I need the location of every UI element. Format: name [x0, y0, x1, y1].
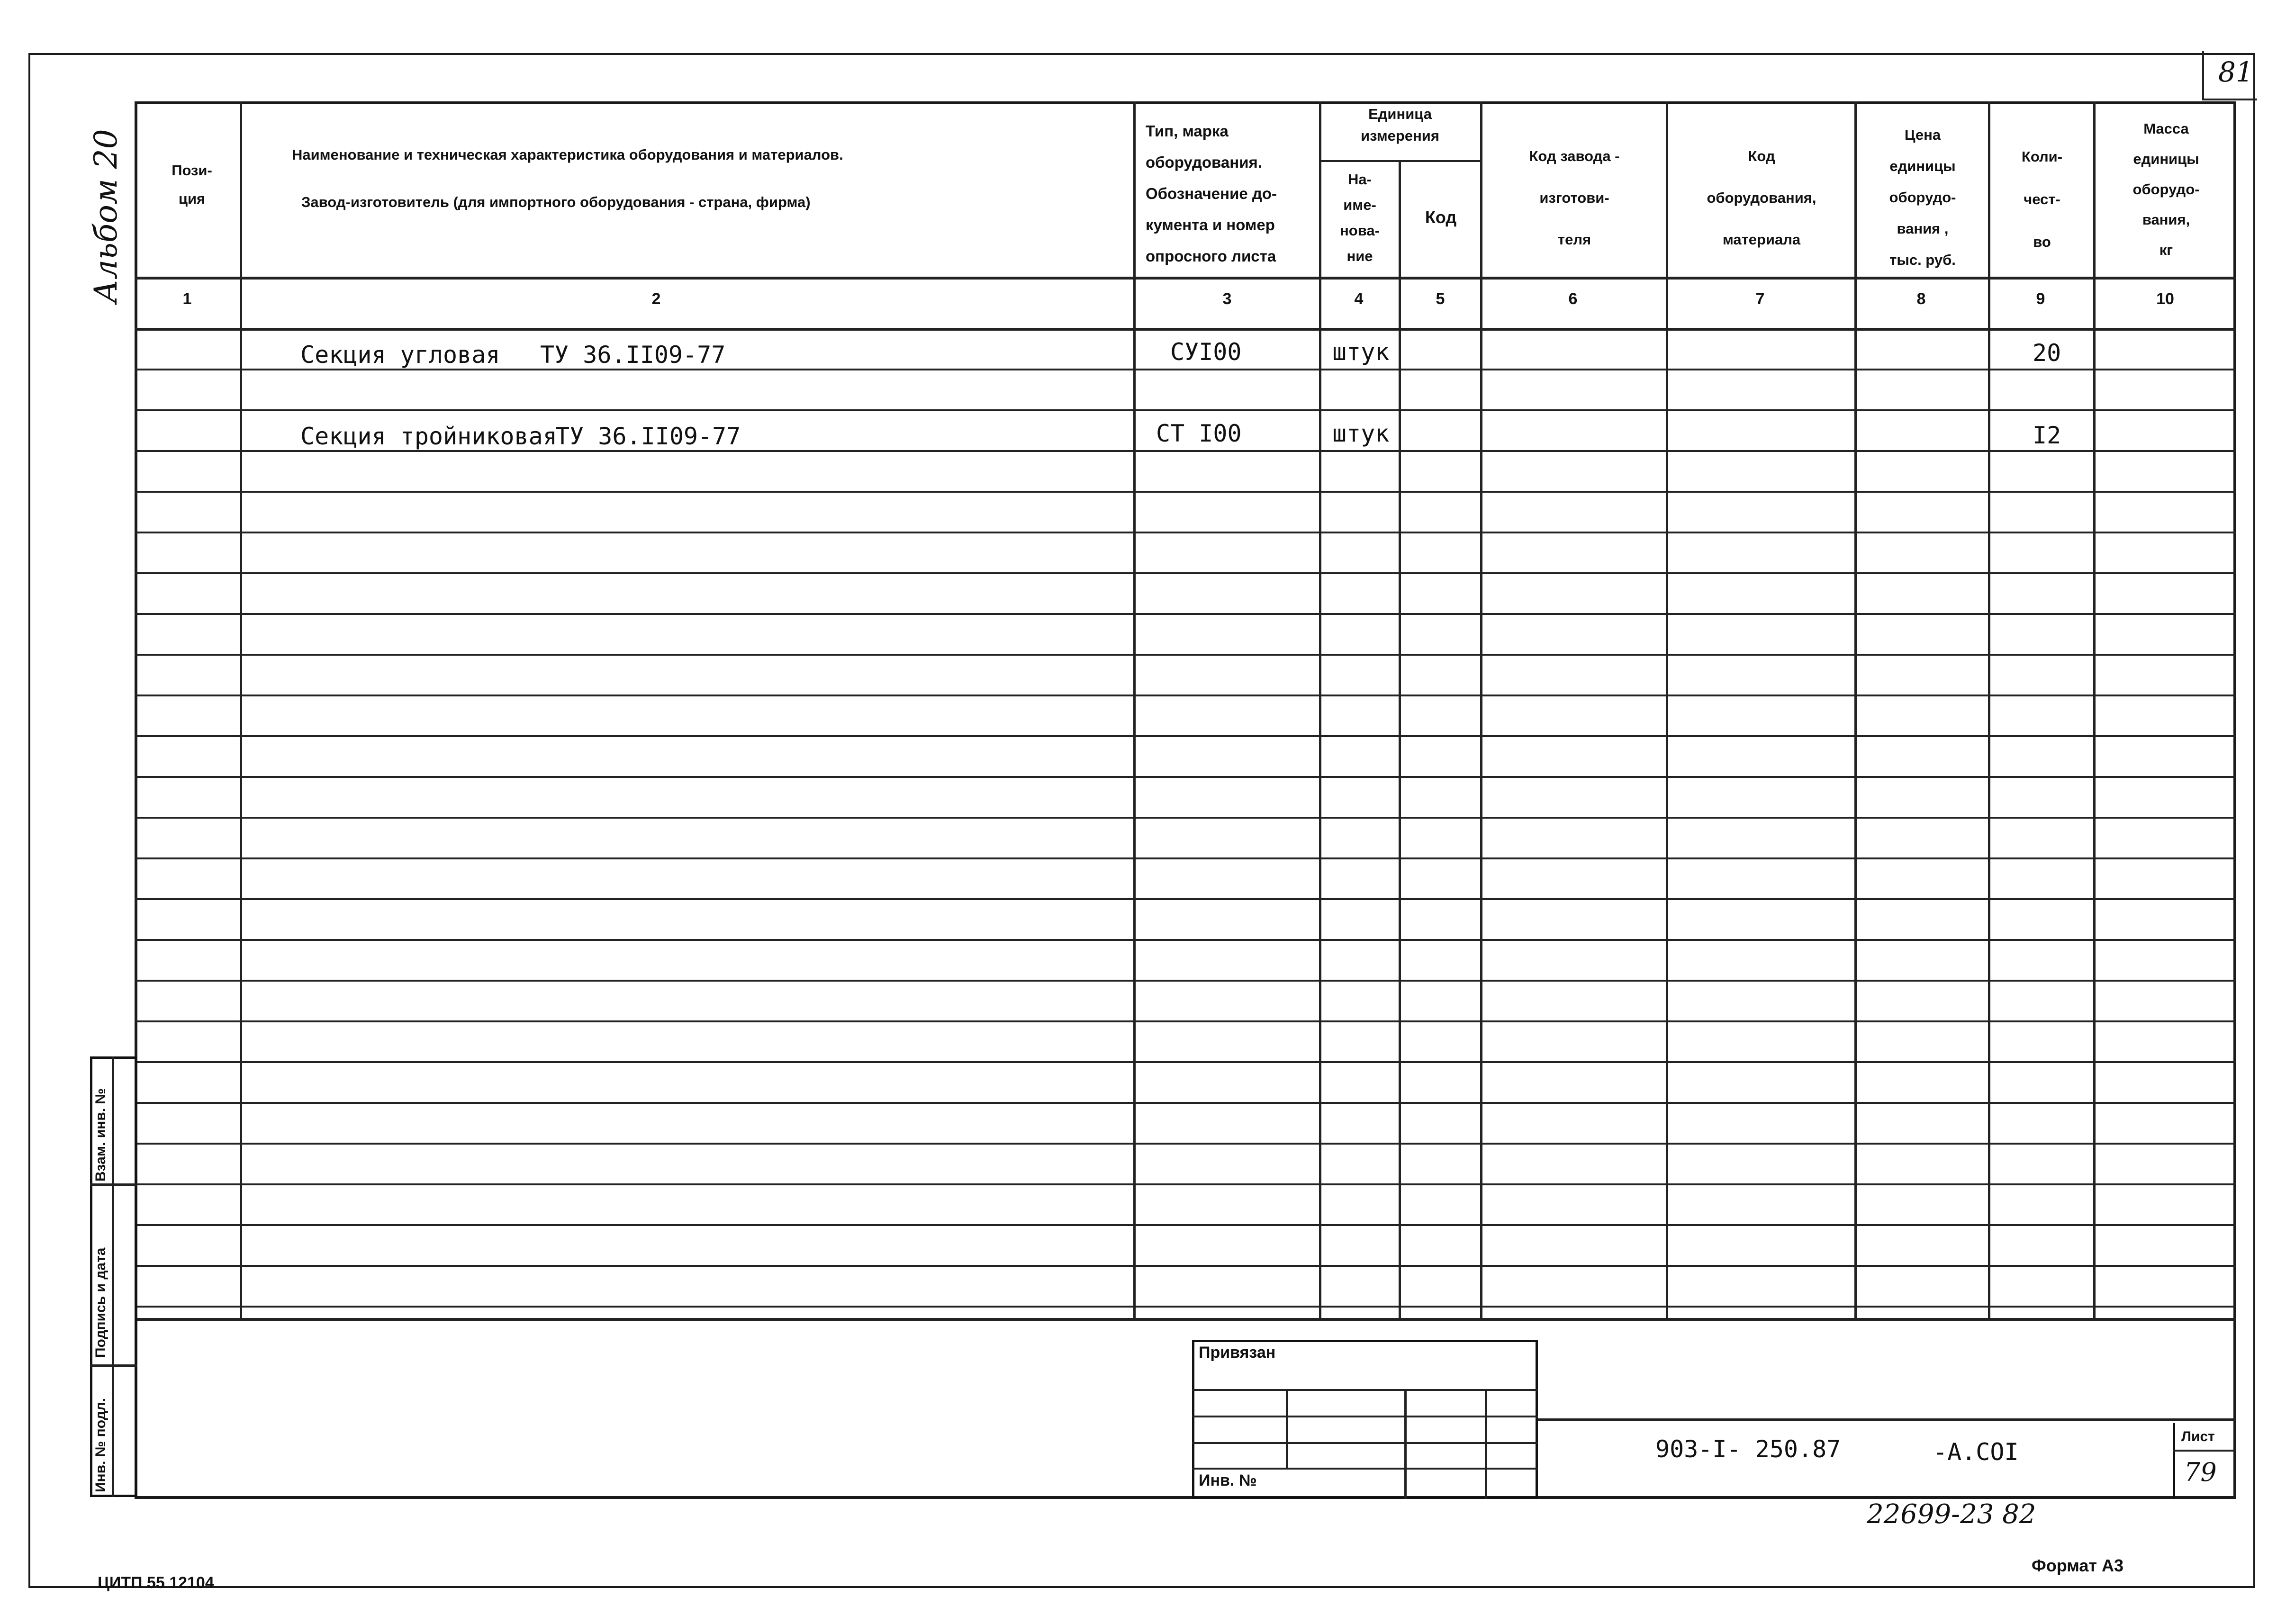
album-label: Альбом 20: [88, 129, 124, 303]
format-label: Формат А3: [2032, 1556, 2124, 1575]
side-stamp-vzam: Взам. инв. №: [93, 1088, 108, 1182]
header-col4-line3: нова-: [1340, 222, 1380, 239]
header-col8-line3: оборудо-: [1889, 189, 1956, 206]
sheet-label: Лист: [2181, 1429, 2215, 1444]
row-separator: [135, 735, 2236, 737]
row1-name: Секция угловая: [300, 341, 500, 369]
row1-spec: ТУ 36.II09-77: [540, 341, 726, 369]
header-col3-line2: оборудования.: [1146, 153, 1262, 171]
row-separator: [135, 898, 2236, 900]
header-col8-line1: Цена: [1904, 126, 1941, 143]
header-unit-line2: измерения: [1361, 127, 1439, 144]
header-col4-line2: име-: [1343, 197, 1376, 213]
colnum-10: 10: [2156, 290, 2174, 308]
header-col3-line4: кумента и номер: [1146, 216, 1275, 234]
col-divider-3: [1319, 101, 1321, 1320]
print-mark: ЦИТП 55 12104: [98, 1574, 214, 1592]
col-divider-7: [1854, 101, 1857, 1320]
header-col4-line1: На-: [1348, 171, 1372, 188]
header-col6: [1483, 135, 1666, 261]
row-separator: [135, 980, 2236, 982]
colnum-9: 9: [2036, 290, 2045, 308]
colnum-4: 4: [1354, 290, 1364, 308]
header-col1-line1: Пози-: [172, 162, 212, 179]
col-divider-2: [1133, 101, 1136, 1320]
side-stamp-podpis: Подпись и дата: [93, 1247, 108, 1358]
header-col10-line4: вания,: [2142, 211, 2190, 228]
bottom-number: 22699-23 82: [1867, 1499, 2036, 1530]
header-bottom-line: [135, 277, 2236, 280]
row-separator: [135, 1265, 2236, 1267]
doc-suffix: -А.СОI: [1933, 1438, 2019, 1466]
header-col9-line3: во: [2033, 234, 2051, 250]
header-col9: [1991, 135, 2093, 263]
col-divider-8: [1988, 101, 1990, 1320]
colnum-5: 5: [1436, 290, 1445, 308]
row-separator: [135, 695, 2236, 696]
row-separator: [135, 817, 2236, 819]
header-unit-line1: Единица: [1368, 106, 1432, 122]
row-separator: [135, 1143, 2236, 1145]
header-col1: [147, 156, 237, 213]
header-col3-line5: опросного листа: [1146, 247, 1276, 265]
header-col9-line2: чест-: [2024, 191, 2060, 208]
sheet-box-line: [2173, 1450, 2236, 1452]
header-col8-line4: вания ,: [1897, 220, 1949, 237]
col-divider-6: [1666, 101, 1668, 1320]
colnum-3: 3: [1222, 290, 1232, 308]
side-stamp-divider: [112, 1056, 114, 1497]
row-separator: [135, 450, 2236, 452]
col-divider-1: [240, 101, 242, 1320]
header-col7: [1669, 135, 1854, 261]
colnum-bottom-line: [135, 328, 2236, 331]
privyazan-vline2: [1404, 1389, 1407, 1499]
header-col2-line1: Наименование и техническая характеристика оборудования и материалов.: [292, 146, 843, 163]
row2-mark: СТ I00: [1156, 420, 1242, 447]
header-col10-line3: оборудо-: [2132, 181, 2200, 198]
sheet-number: 79: [2184, 1457, 2217, 1487]
colnum-8: 8: [1916, 290, 1926, 308]
doc-code-top-line: [1538, 1418, 2236, 1421]
header-col10-line2: единицы: [2133, 151, 2199, 167]
header-col8-line2: единицы: [1889, 158, 1956, 174]
header-col3-line3: Обозначение до-: [1146, 185, 1277, 202]
header-col9-line1: Коли-: [2021, 148, 2063, 165]
colnum-2: 2: [651, 290, 661, 308]
header-col6-line1: Код завода -: [1529, 148, 1620, 164]
row-separator: [135, 939, 2236, 941]
side-stamp-inv-podl: Инв. № подл.: [93, 1398, 108, 1492]
header-col7-line2: оборудования,: [1707, 189, 1816, 206]
privyazan-label: Привязан: [1199, 1344, 1276, 1362]
header-col3-line1: Тип, марка: [1146, 122, 1229, 140]
header-col2-line2: Завод-изготовитель (для импортного оборудования - страна, фирма): [301, 194, 811, 210]
header-col7-line3: материала: [1722, 231, 1801, 248]
row-separator: [135, 1224, 2236, 1226]
row-separator: [135, 532, 2236, 533]
row-separator: [135, 613, 2236, 615]
row-separator: [135, 776, 2236, 778]
inv-no-label: Инв. №: [1199, 1471, 1257, 1489]
row-separator: [135, 1020, 2236, 1022]
header-col6-line3: теля: [1557, 231, 1591, 248]
row1-unit: штук: [1332, 338, 1390, 366]
header-col10-line5: кг: [2159, 242, 2173, 258]
header-unit-group: [1322, 103, 1478, 147]
header-col10: [2096, 114, 2236, 265]
header-col6-line2: изготови-: [1539, 189, 1609, 206]
header-col7-line1: Код: [1748, 148, 1775, 164]
body-bottom-line: [135, 1318, 2236, 1321]
colnum-7: 7: [1755, 290, 1765, 308]
header-col5: Код: [1425, 208, 1457, 227]
header-col1-line2: ция: [178, 190, 206, 207]
row-separator: [135, 1183, 2236, 1185]
row2-qty: I2: [2033, 422, 2061, 449]
row1-mark: СУI00: [1170, 338, 1242, 366]
colnum-6: 6: [1568, 290, 1578, 308]
col-divider-9: [2093, 101, 2096, 1320]
doc-code: 903-I- 250.87: [1655, 1435, 1841, 1463]
header-col10-line1: Масса: [2143, 120, 2189, 137]
corner-page-number: 81: [2218, 56, 2253, 88]
row1-qty: 20: [2033, 339, 2061, 367]
header-col3: [1146, 116, 1316, 272]
row-separator: [135, 369, 2236, 370]
row2-unit: штук: [1332, 420, 1390, 447]
row-separator: [135, 572, 2236, 574]
col-divider-4: [1399, 160, 1401, 1320]
row-separator: [135, 654, 2236, 656]
header-col4: [1322, 167, 1398, 269]
colnum-1: 1: [182, 290, 192, 308]
main-table-frame: [135, 101, 2236, 1499]
row-separator: [135, 1102, 2236, 1104]
row-separator: [135, 491, 2236, 493]
header-col4-line4: ние: [1346, 248, 1373, 264]
privyazan-vline3: [1485, 1389, 1487, 1499]
row-separator: [135, 409, 2236, 411]
row-separator: [135, 857, 2236, 859]
col-divider-5: [1480, 101, 1482, 1320]
row2-spec: ТУ 36.II09-77: [555, 423, 741, 450]
row-separator: [135, 1061, 2236, 1063]
row-separator: [135, 1306, 2236, 1308]
header-col8-line5: тыс. руб.: [1889, 252, 1956, 268]
row2-name: Секция тройниковая: [300, 423, 557, 450]
privyazan-vline1: [1286, 1389, 1288, 1468]
header-col8: [1857, 119, 1988, 276]
